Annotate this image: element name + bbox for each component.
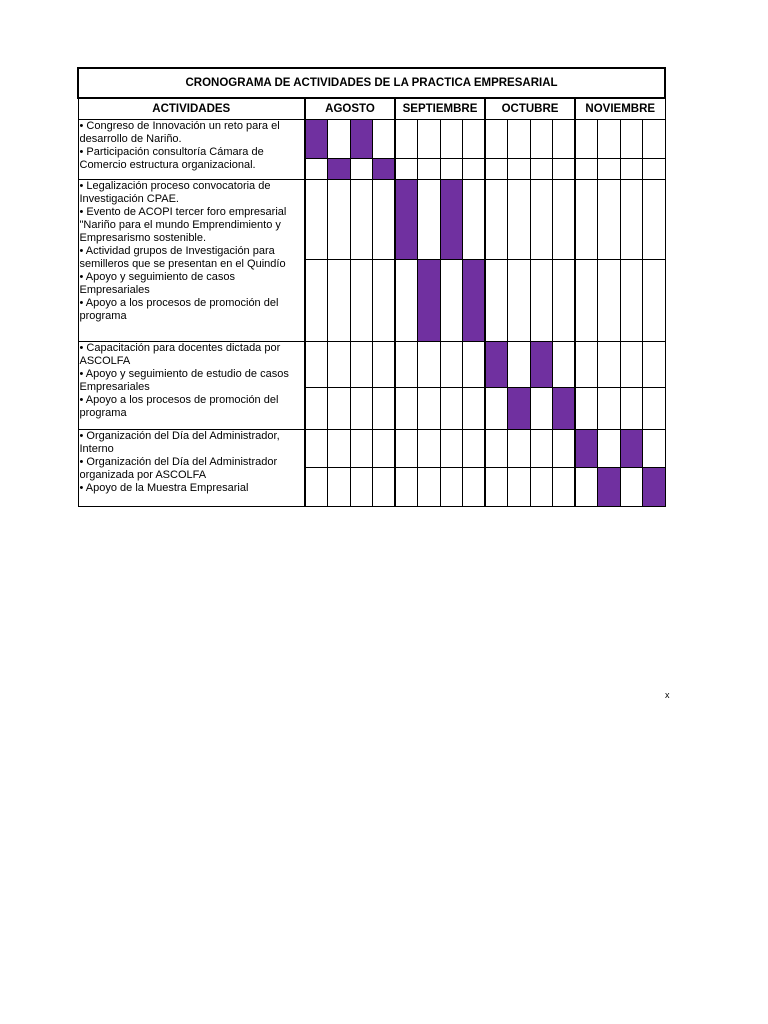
week-cell-scheduled	[508, 388, 531, 430]
week-cell	[350, 260, 373, 342]
week-cell	[418, 430, 441, 468]
schedule-row	[78, 180, 665, 260]
week-cell	[508, 468, 531, 507]
week-cell	[485, 468, 508, 507]
week-cell	[440, 159, 463, 180]
week-cell	[485, 388, 508, 430]
activity-line: • Actividad grupos de Investigación para	[79, 245, 275, 257]
week-cell-scheduled	[598, 468, 621, 507]
week-cell	[328, 430, 351, 468]
stray-mark: x	[665, 690, 670, 700]
week-cell	[373, 342, 396, 388]
activity-line: • Apoyo de la Muestra Empresarial	[79, 482, 249, 494]
activity-line: organizada por ASCOLFA	[79, 469, 207, 481]
activity-line: • Participación consultoría Cámara de	[79, 146, 264, 158]
week-cell	[530, 159, 553, 180]
week-cell-scheduled	[575, 430, 598, 468]
week-cell-scheduled	[620, 430, 643, 468]
activities-header: ACTIVIDADES	[78, 98, 305, 120]
week-cell	[418, 388, 441, 430]
week-cell	[598, 342, 621, 388]
week-cell	[620, 260, 643, 342]
month-header-noviembre: NOVIEMBRE	[575, 98, 665, 120]
week-cell	[530, 430, 553, 468]
week-cell	[418, 342, 441, 388]
activity-line: Investigación CPAE.	[79, 193, 179, 205]
week-cell	[440, 430, 463, 468]
week-cell	[373, 468, 396, 507]
activity-line: Interno	[79, 443, 114, 455]
activity-line: programa	[79, 407, 127, 419]
week-cell	[553, 120, 576, 159]
week-cell	[598, 430, 621, 468]
week-cell	[508, 120, 531, 159]
week-cell	[440, 120, 463, 159]
week-cell	[463, 159, 486, 180]
schedule-row	[78, 430, 665, 468]
week-cell	[418, 180, 441, 260]
week-cell	[620, 180, 643, 260]
month-header-septiembre: SEPTIEMBRE	[395, 98, 485, 120]
activity-description	[78, 342, 305, 430]
week-cell	[598, 180, 621, 260]
activity-line: • Apoyo a los procesos de promoción del	[79, 297, 279, 309]
activity-line: semilleros que se presentan en el Quindío	[79, 258, 286, 270]
week-cell-scheduled	[305, 120, 328, 159]
activity-line: desarrollo de Nariño.	[79, 133, 182, 145]
week-cell	[575, 120, 598, 159]
week-cell	[575, 180, 598, 260]
week-cell	[508, 430, 531, 468]
week-cell	[530, 180, 553, 260]
week-cell	[598, 388, 621, 430]
week-cell	[575, 388, 598, 430]
activity-line: Empresariales	[79, 284, 150, 296]
activity-line: ASCOLFA	[79, 355, 131, 367]
activity-description	[78, 430, 305, 507]
week-cell	[643, 342, 666, 388]
week-cell	[620, 468, 643, 507]
week-cell	[395, 342, 418, 388]
week-cell	[305, 388, 328, 430]
activity-line: Empresarismo sostenible.	[79, 232, 207, 244]
week-cell	[328, 180, 351, 260]
week-cell	[328, 388, 351, 430]
week-cell-scheduled	[373, 159, 396, 180]
week-cell	[463, 468, 486, 507]
week-cell	[643, 260, 666, 342]
week-cell	[553, 159, 576, 180]
week-cell	[328, 342, 351, 388]
month-header-octubre: OCTUBRE	[485, 98, 575, 120]
week-cell	[463, 388, 486, 430]
week-cell	[373, 180, 396, 260]
week-cell	[485, 180, 508, 260]
activity-description	[78, 180, 305, 342]
week-cell	[373, 260, 396, 342]
week-cell	[530, 388, 553, 430]
week-cell	[395, 468, 418, 507]
activity-description	[78, 120, 305, 180]
activity-line: • Capacitación para docentes dictada por	[79, 342, 281, 354]
week-cell	[575, 159, 598, 180]
month-header-agosto: AGOSTO	[305, 98, 395, 120]
week-cell	[485, 120, 508, 159]
week-cell	[620, 120, 643, 159]
activity-line: • Apoyo y seguimiento de casos	[79, 271, 235, 283]
schedule-body	[78, 120, 665, 507]
week-cell	[440, 468, 463, 507]
week-cell	[620, 388, 643, 430]
week-cell	[643, 120, 666, 159]
week-cell	[373, 120, 396, 159]
activity-line: • Apoyo y seguimiento de estudio de casos	[79, 368, 289, 380]
activity-line: • Congreso de Innovación un reto para el	[79, 120, 280, 132]
week-cell	[305, 180, 328, 260]
week-cell	[485, 260, 508, 342]
week-cell	[485, 430, 508, 468]
week-cell	[620, 342, 643, 388]
week-cell	[530, 120, 553, 159]
week-cell	[328, 260, 351, 342]
week-cell	[508, 159, 531, 180]
week-cell	[418, 468, 441, 507]
week-cell	[530, 468, 553, 507]
schedule-table	[77, 67, 666, 507]
week-cell	[418, 120, 441, 159]
week-cell	[575, 468, 598, 507]
activity-line: "Nariño para el mundo Emprendimiento y	[79, 219, 281, 231]
week-cell	[328, 120, 351, 159]
activity-line: Empresariales	[79, 381, 150, 393]
week-cell	[643, 388, 666, 430]
week-cell-scheduled	[643, 468, 666, 507]
activity-line: • Organización del Día del Administrador	[79, 456, 278, 468]
week-cell	[418, 159, 441, 180]
week-cell	[395, 430, 418, 468]
week-cell	[598, 260, 621, 342]
schedule-row	[78, 120, 665, 159]
week-cell	[395, 260, 418, 342]
week-cell	[463, 430, 486, 468]
week-cell	[395, 159, 418, 180]
week-cell	[440, 260, 463, 342]
activity-line: Comercio estructura organizacional.	[79, 159, 256, 171]
week-cell	[440, 388, 463, 430]
week-cell-scheduled	[440, 180, 463, 260]
week-cell	[643, 430, 666, 468]
activity-line: • Organización del Día del Administrador,	[79, 430, 280, 442]
week-cell	[553, 342, 576, 388]
activity-line: • Apoyo a los procesos de promoción del	[79, 394, 279, 406]
week-cell	[553, 180, 576, 260]
week-cell	[395, 120, 418, 159]
week-cell	[328, 468, 351, 507]
week-cell	[463, 342, 486, 388]
week-cell	[643, 180, 666, 260]
week-cell-scheduled	[328, 159, 351, 180]
week-cell-scheduled	[463, 260, 486, 342]
week-cell	[305, 342, 328, 388]
schedule-row	[78, 342, 665, 388]
week-cell	[305, 468, 328, 507]
week-cell	[508, 260, 531, 342]
week-cell	[350, 430, 373, 468]
activity-line: programa	[79, 310, 127, 322]
week-cell-scheduled	[418, 260, 441, 342]
week-cell	[350, 342, 373, 388]
week-cell	[373, 388, 396, 430]
week-cell	[305, 260, 328, 342]
schedule-title: CRONOGRAMA DE ACTIVIDADES DE LA PRACTICA EMPRESARIAL	[78, 68, 665, 98]
week-cell	[305, 159, 328, 180]
week-cell	[575, 260, 598, 342]
week-cell	[440, 342, 463, 388]
week-cell-scheduled	[553, 388, 576, 430]
week-cell	[508, 180, 531, 260]
week-cell	[485, 159, 508, 180]
week-cell	[598, 120, 621, 159]
week-cell	[350, 180, 373, 260]
week-cell	[553, 430, 576, 468]
week-cell	[553, 260, 576, 342]
week-cell	[620, 159, 643, 180]
week-cell	[530, 260, 553, 342]
week-cell	[643, 159, 666, 180]
week-cell	[350, 468, 373, 507]
week-cell	[463, 180, 486, 260]
week-cell	[553, 468, 576, 507]
week-cell	[350, 388, 373, 430]
week-cell-scheduled	[485, 342, 508, 388]
week-cell	[395, 388, 418, 430]
week-cell	[463, 120, 486, 159]
week-cell	[508, 342, 531, 388]
week-cell-scheduled	[530, 342, 553, 388]
week-cell-scheduled	[350, 120, 373, 159]
week-cell-scheduled	[395, 180, 418, 260]
week-cell	[350, 159, 373, 180]
week-cell	[305, 430, 328, 468]
activity-line: • Legalización proceso convocatoria de	[79, 180, 271, 192]
week-cell	[598, 159, 621, 180]
activity-line: • Evento de ACOPI tercer foro empresarial	[79, 206, 287, 218]
week-cell	[575, 342, 598, 388]
week-cell	[373, 430, 396, 468]
